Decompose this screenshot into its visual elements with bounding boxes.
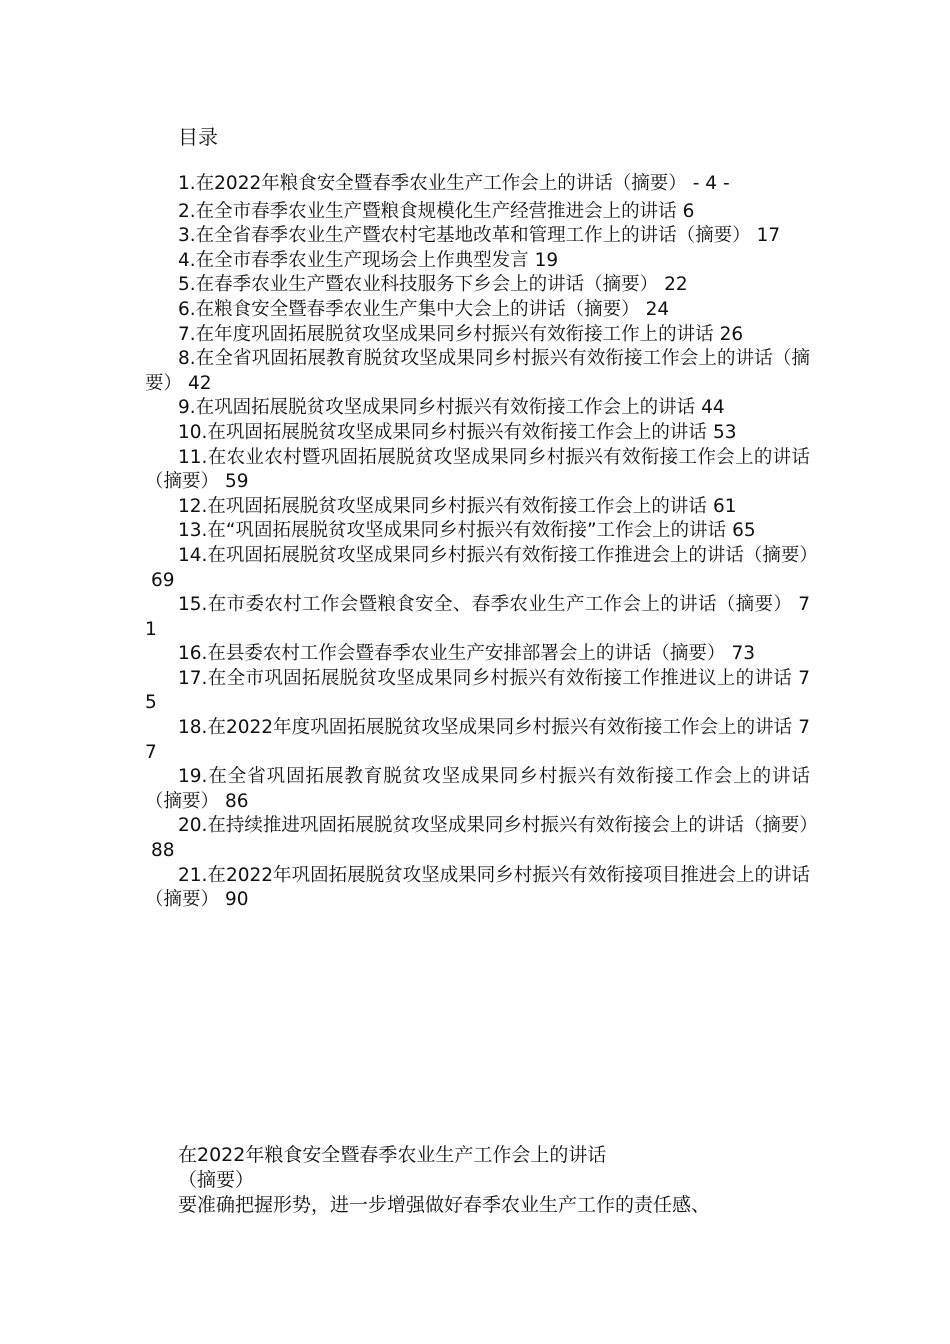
toc-entry-title: 16.在县委农村工作会暨春季农业生产安排部署会上的讲话（摘要） — [178, 643, 726, 665]
toc-entry-page: 53 — [712, 421, 737, 443]
toc-entry-page: 26 — [719, 323, 744, 345]
toc-entry[interactable] — [145, 544, 818, 593]
toc-entry-page: - 4 - — [692, 173, 730, 194]
toc-entry-page: 24 — [645, 298, 670, 320]
article-heading: 在2022年粮食安全暨春季农业生产工作会上的讲话 — [178, 1144, 607, 1166]
toc-entry-title: 19.在全省巩固拓展教育脱贫攻坚成果同乡村振兴有效衔接工作会上的讲话（摘要） — [145, 766, 810, 812]
toc-entry-title: 12.在巩固拓展脱贫攻坚成果同乡村振兴有效衔接工作会上的讲话 — [178, 495, 707, 517]
toc-entry-page: 42 — [188, 372, 212, 394]
toc-entry-page: 77 — [145, 717, 810, 763]
toc-entry[interactable] — [145, 446, 810, 495]
toc-title: 目录 — [178, 125, 218, 149]
toc-entry[interactable] — [145, 716, 810, 765]
toc-entry-title: 18.在2022年度巩固拓展脱贫攻坚成果同乡村振兴有效衔接工作会上的讲话 — [178, 717, 793, 739]
toc-entry[interactable] — [145, 273, 810, 298]
toc-entry-title: 20.在持续推进巩固拓展脱贫攻坚成果同乡村振兴有效衔接会上的讲话（摘要） — [178, 815, 818, 837]
toc-entry-title: 2.在全市春季农业生产暨粮食规模化生产经营推进会上的讲话 — [178, 200, 677, 222]
toc-entry[interactable] — [145, 421, 810, 446]
toc-entry-title: 9.在巩固拓展脱贫攻坚成果同乡村振兴有效衔接工作会上的讲话 — [178, 397, 696, 419]
toc-entry-title: 21.在2022年巩固拓展脱贫攻坚成果同乡村振兴有效衔接项目推进会上的讲话（摘要） — [145, 864, 810, 911]
toc-entry[interactable] — [145, 172, 810, 197]
toc-entry-page: 90 — [225, 889, 249, 911]
toc-entry[interactable] — [145, 200, 810, 225]
toc-entry[interactable] — [145, 519, 810, 544]
toc-entry[interactable] — [145, 323, 810, 348]
toc-entry[interactable] — [145, 593, 810, 642]
toc-entry[interactable] — [145, 224, 810, 249]
toc-entry-page: 6 — [682, 200, 695, 222]
toc-entry-page: 44 — [701, 397, 725, 419]
toc-entry-title: 11.在农业农村暨巩固拓展脱贫攻坚成果同乡村振兴有效衔接工作会上的讲话（摘要） — [145, 446, 810, 493]
toc-entry-page: 69 — [151, 569, 175, 591]
toc-entry[interactable] — [145, 765, 810, 814]
toc-entry-page: 86 — [225, 790, 249, 812]
toc-entry-title: 17.在全市巩固拓展脱贫攻坚成果同乡村振兴有效衔接工作推进议上的讲话 — [178, 667, 793, 689]
toc-entry[interactable] — [145, 642, 810, 667]
toc-entry-title: 3.在全省春季农业生产暨农村宅基地改革和管理工作上的讲话（摘要） — [178, 225, 751, 247]
toc-entry-title: 7.在年度巩固拓展脱贫攻坚成果同乡村振兴有效衔接工作上的讲话 — [178, 323, 714, 345]
toc-entry-page: 71 — [145, 594, 810, 640]
article-paragraph: 要准确把握形势，进一步增强做好春季农业生产工作的责任感、 — [178, 1194, 711, 1216]
toc-entry[interactable] — [145, 249, 810, 274]
article-subheading: （摘要） — [178, 1169, 255, 1191]
toc-entry[interactable] — [145, 298, 810, 323]
toc-entry-page: 59 — [225, 471, 249, 493]
toc-entry-title: 4.在全市春季农业生产现场会上作典型发言 — [178, 249, 529, 271]
toc-entry-title: 13.在“巩固拓展脱贫攻坚成果同乡村振兴有效衔接”工作会上的讲话 — [178, 520, 727, 542]
toc-entry[interactable] — [145, 347, 810, 396]
toc-entry-title: 8.在全省巩固拓展教育脱贫攻坚成果同乡村振兴有效衔接工作会上的讲话（摘要） — [145, 348, 810, 394]
toc-entry-page: 88 — [151, 840, 175, 862]
article-section — [145, 1142, 810, 1218]
toc-entry[interactable] — [145, 814, 818, 863]
toc-entry-title: 10.在巩固拓展脱贫攻坚成果同乡村振兴有效衔接工作会上的讲话 — [178, 421, 707, 443]
toc-entry[interactable] — [145, 667, 810, 716]
toc-entry-page: 22 — [664, 274, 688, 296]
toc-entry[interactable] — [145, 864, 810, 913]
table-of-contents — [145, 172, 818, 913]
toc-entry[interactable] — [145, 396, 810, 421]
toc-entry-title: 15.在市委农村工作会暨粮食安全、春季农业生产工作会上的讲话（摘要） — [178, 594, 793, 616]
toc-entry-page: 73 — [731, 643, 755, 665]
toc-entry-title: 5.在春季农业生产暨农业科技服务下乡会上的讲话（摘要） — [178, 274, 659, 296]
toc-entry-page: 19 — [534, 249, 559, 271]
toc-entry-title: 6.在粮食安全暨春季农业生产集中大会上的讲话（摘要） — [178, 298, 640, 320]
toc-entry-page: 65 — [732, 520, 756, 542]
toc-entry-title: 1.在2022年粮食安全暨春季农业生产工作会上的讲话（摘要） — [178, 173, 687, 194]
toc-entry-title: 14.在巩固拓展脱贫攻坚成果同乡村振兴有效衔接工作推进会上的讲话（摘要） — [178, 544, 818, 566]
toc-entry[interactable] — [145, 495, 810, 520]
toc-entry-page: 17 — [756, 225, 781, 247]
toc-entry-page: 61 — [712, 495, 737, 517]
toc-entry-page: 75 — [145, 667, 810, 714]
